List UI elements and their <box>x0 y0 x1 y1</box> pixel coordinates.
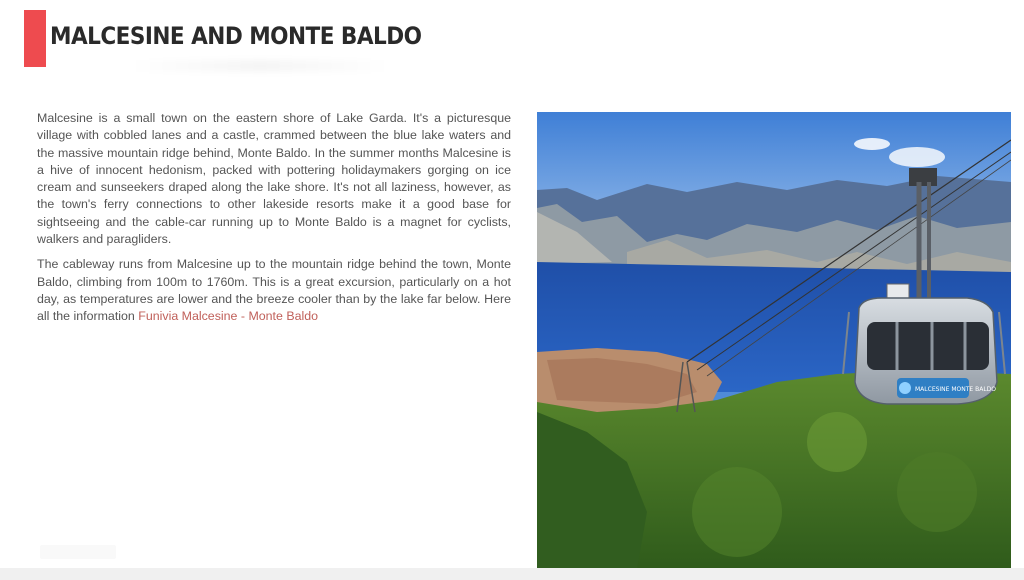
paragraph-cableway-text: The cableway runs from Malcesine up to the mountain ridge behind the town, Monte Baldo, climbing from 100m to 1760m. This is a great excursion, particularly on a hot day, as temperatures are lower and the breeze cooler than by the lake far below. Here all the information <box>37 257 511 324</box>
page-title: MALCESINE AND MONTE BALDO <box>50 22 422 50</box>
article-body <box>37 110 511 334</box>
cloud <box>889 147 945 167</box>
title-accent-bar <box>24 10 46 67</box>
tree-clump <box>692 467 782 557</box>
cable-car-photo <box>537 112 1011 569</box>
cabin-sign-text: MALCESINE MONTE BALDO <box>915 386 997 393</box>
photo-illustration <box>537 112 1011 569</box>
paragraph-intro: Malcesine is a small town on the eastern shore of Lake Garda. It's a picturesque village with cobbled lanes and a castle, crammed between the blue lake waters and the massive mountain ridge behind, Monte Baldo. In the summer months Malcesine is a hive of innocent hedonism, packed with pottering holidaymakers gorging on ice cream and sunseekers draped along the lake shore. It's not all laziness, however, as the town's ferry connections to other lakeside resorts make it a good base for sightseeing and the cable-car running up to Monte Baldo is a magnet for cyclists, walkers and paragliders. <box>37 111 511 247</box>
cabin-carriage <box>909 168 937 186</box>
footer-watermark <box>40 545 116 559</box>
cabin-logo <box>899 382 911 394</box>
paragraph-cableway <box>37 256 511 325</box>
cabin-windows <box>867 322 989 370</box>
title-shadow <box>130 60 390 72</box>
tree-clump <box>897 452 977 532</box>
tree-clump <box>807 412 867 472</box>
cloud <box>854 138 890 150</box>
funivia-link[interactable]: Funivia Malcesine - Monte Baldo <box>138 309 319 324</box>
bottom-strip <box>0 568 1024 580</box>
